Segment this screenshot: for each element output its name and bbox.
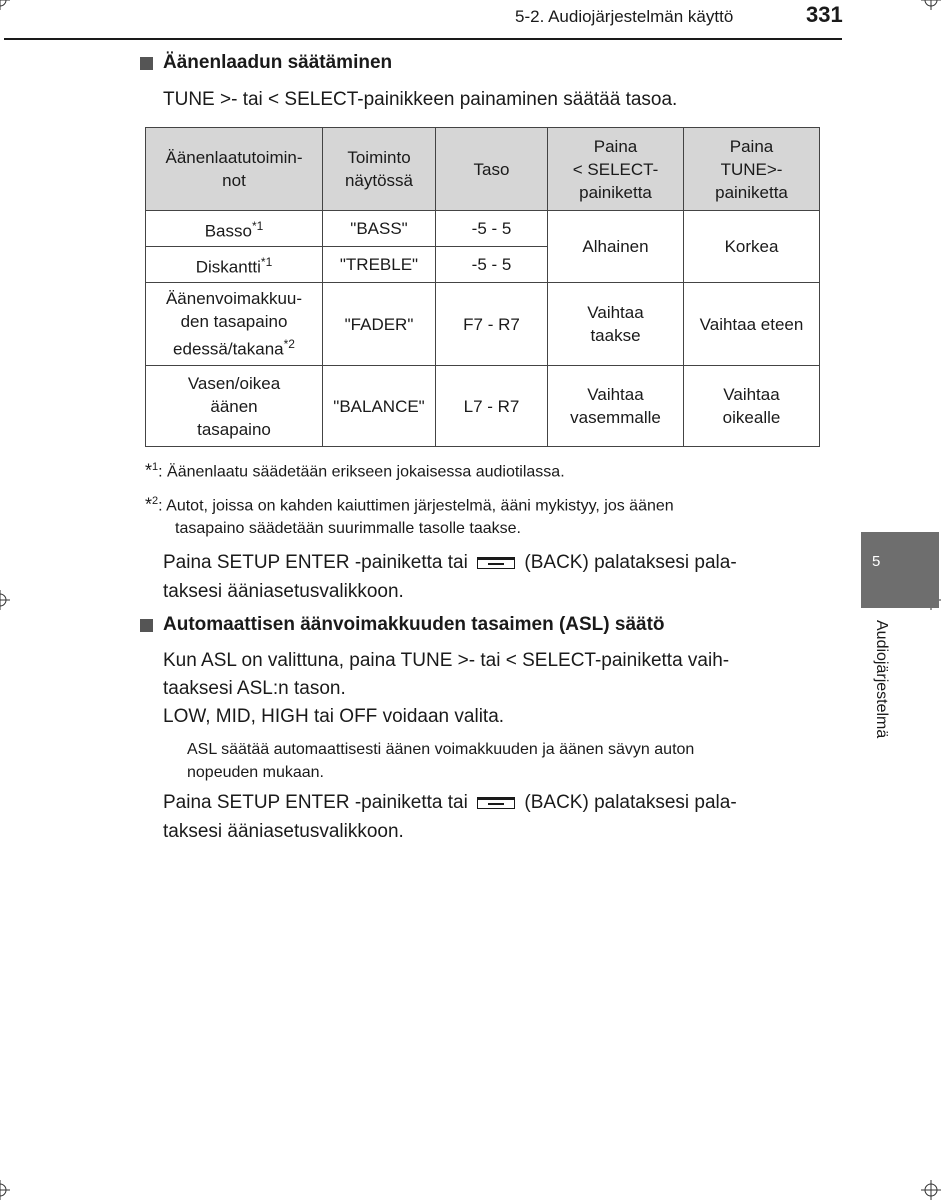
table-cell: Diskantti$^{*1}$ xyxy=(146,247,323,283)
table-cell: -5 - 5 xyxy=(436,247,548,283)
registration-mark-icon xyxy=(0,0,10,10)
table-cell: "BASS" xyxy=(323,211,436,247)
back-instruction: Paina SETUP ENTER -painiketta tai (BACK) palataksesi pala- xyxy=(163,552,737,573)
section-heading xyxy=(140,52,392,74)
table-cell: Vaihtaa taakse xyxy=(548,283,684,366)
section-intro: TUNE >- tai < SELECT-painikkeen painaminen säätää tasoa. xyxy=(163,89,678,110)
body-line: LOW, MID, HIGH tai OFF voidaan valita. xyxy=(163,706,505,727)
section-heading xyxy=(140,614,665,636)
square-bullet-icon xyxy=(140,57,153,70)
table-cell: Vaihtaa vasemmalle xyxy=(548,366,684,447)
table-cell: Vaihtaa eteen xyxy=(684,283,820,366)
back-button-icon xyxy=(477,557,515,569)
header-cell: Toiminto näytössä xyxy=(323,128,436,211)
table-cell: Basso$^{*1}$ xyxy=(146,211,323,247)
table-cell: F7 - R7 xyxy=(436,283,548,366)
registration-mark-icon xyxy=(921,1180,941,1200)
chapter-tab xyxy=(861,532,939,608)
back-instruction: Paina SETUP ENTER -painiketta tai (BACK) palataksesi pala- xyxy=(163,792,737,813)
note-line: ASL säätää automaattisesti äänen voimakkuuden ja äänen sävyn auton xyxy=(187,741,695,758)
footnote-1: *$^1$: Äänenlaatu säädetään erikseen jokaisessa audiotilassa. xyxy=(145,460,565,481)
table-cell: Vaihtaa oikealle xyxy=(684,366,820,447)
chapter-label: Audiojärjestelmä xyxy=(873,620,890,739)
table-row xyxy=(146,211,820,247)
page-number: 331 xyxy=(806,2,843,27)
header-cell: Paina TUNE>- painiketta xyxy=(684,128,820,211)
registration-mark-icon xyxy=(921,0,941,10)
table-cell: "FADER" xyxy=(323,283,436,366)
table-cell: Äänenvoimakkuu- den tasapaino edessä/takana$^{*2}$ xyxy=(146,283,323,366)
footnote-2-continued: tasapaino säädetään suurimmalle tasolle taakse. xyxy=(175,520,521,537)
table-cell: Korkea xyxy=(684,211,820,283)
section-title: Äänenlaadun säätäminen xyxy=(163,52,393,73)
body-line: taaksesi ASL:n tason. xyxy=(163,678,346,699)
table-cell: Vasen/oikea äänen tasapaino xyxy=(146,366,323,447)
sound-settings-table xyxy=(145,127,820,447)
header-rule xyxy=(4,38,842,40)
back-button-icon xyxy=(477,797,515,809)
registration-mark-icon xyxy=(0,1180,10,1200)
table-cell: "TREBLE" xyxy=(323,247,436,283)
table-cell: "BALANCE" xyxy=(323,366,436,447)
header-cell: Taso xyxy=(436,128,548,211)
table-cell: L7 - R7 xyxy=(436,366,548,447)
table-row xyxy=(146,366,820,447)
square-bullet-icon xyxy=(140,619,153,632)
chapter-number: 5 xyxy=(872,553,881,570)
header-cell: Äänenlaatutoimin- not xyxy=(146,128,323,211)
running-title: 5-2. Audiojärjestelmän käyttö xyxy=(515,7,734,26)
back-instruction-line2: taksesi ääniasetusvalikkoon. xyxy=(163,581,404,602)
back-instruction-line2: taksesi ääniasetusvalikkoon. xyxy=(163,821,404,842)
section-title: Automaattisen äänvoimakkuuden tasaimen (ASL) säätö xyxy=(163,614,665,635)
table-cell: -5 - 5 xyxy=(436,211,548,247)
header-cell: Paina < SELECT- painiketta xyxy=(548,128,684,211)
note-line: nopeuden mukaan. xyxy=(187,764,324,781)
body-line: Kun ASL on valittuna, paina TUNE >- tai < SELECT-painiketta vaih- xyxy=(163,650,730,671)
footnote-2: *$^2$: Autot, joissa on kahden kaiuttimen järjestelmä, ääni mykistyy, jos äänen xyxy=(145,494,674,515)
table-cell: Alhainen xyxy=(548,211,684,283)
registration-mark-icon xyxy=(0,590,10,610)
table-row xyxy=(146,283,820,366)
